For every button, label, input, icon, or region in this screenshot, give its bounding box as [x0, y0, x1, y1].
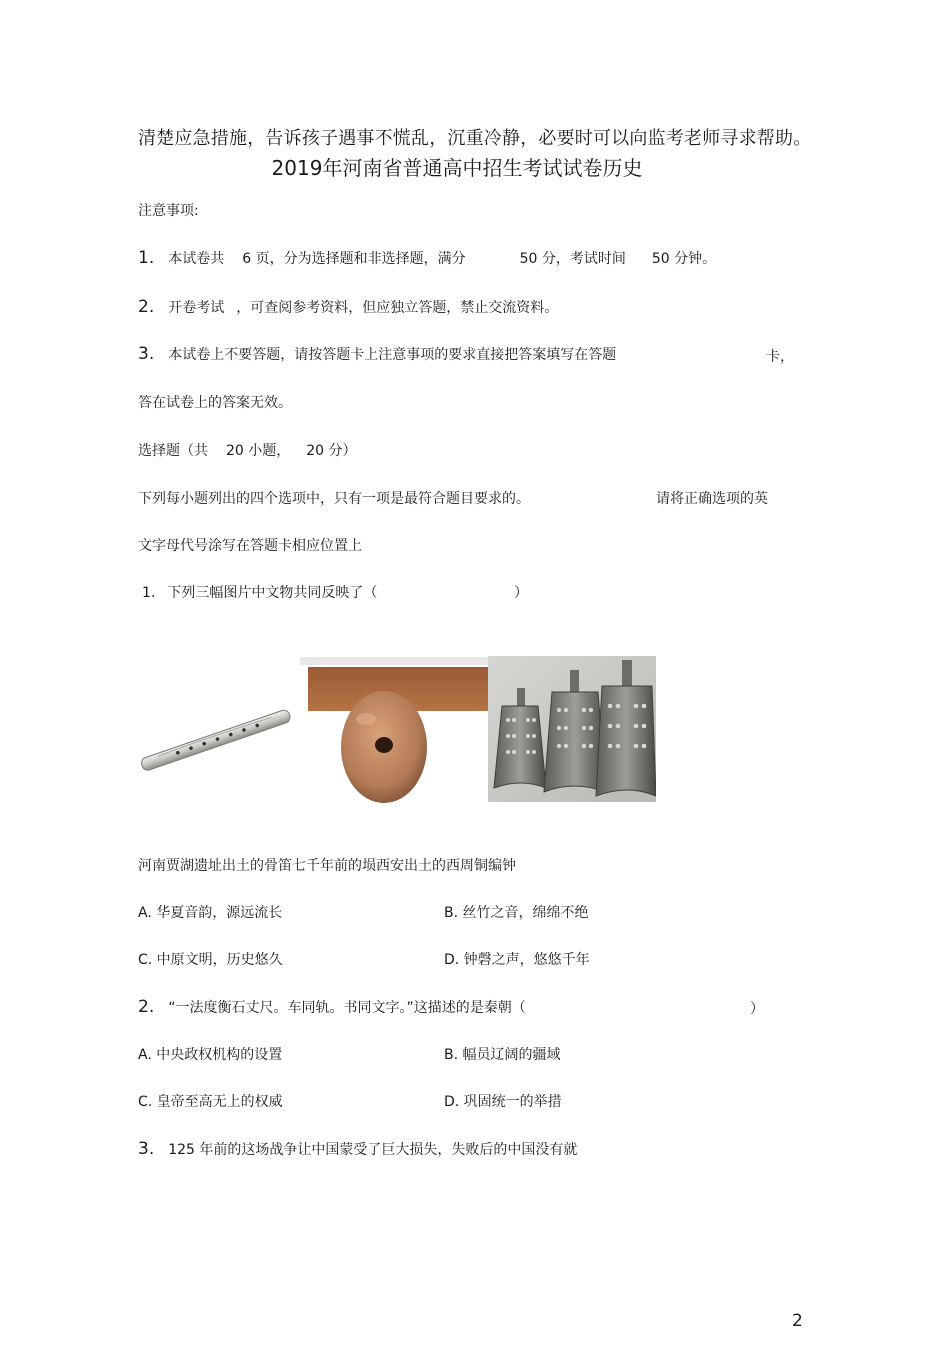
- notice-item-text: 本试卷上不要答题，请按答题卡上注意事项的要求直接把答案填写在答题: [168, 347, 617, 363]
- xun-ocarina-image: [300, 657, 488, 807]
- page-number: 2: [792, 1311, 803, 1331]
- notice-item-3: [138, 344, 616, 364]
- notice-item-text: 卡，: [766, 349, 794, 365]
- question-number: 1.: [142, 585, 156, 601]
- question-number: 3.: [138, 1139, 155, 1159]
- notice-item-number: 3.: [138, 344, 155, 364]
- notice-item-1: [138, 248, 716, 268]
- question-stem-text: 125 年前的这场战争让中国蒙受了巨大损失，失败后的中国没有就: [168, 1142, 578, 1158]
- bone-flute-image: [136, 696, 294, 786]
- question-stem-text: 下列三幅图片中文物共同反映了（: [167, 585, 378, 601]
- section-title-text: 20 小题，: [226, 443, 291, 459]
- section-title-text: 20 分）: [306, 443, 357, 459]
- notice-item-text: 开卷考试: [168, 300, 225, 316]
- question-1-option-a: A. 华夏音韵，源远流长: [138, 905, 283, 921]
- notice-item-number: 2.: [138, 297, 155, 317]
- question-2-option-b: B. 幅员辽阔的疆域: [444, 1047, 561, 1063]
- section-title-text: 选择题（共: [138, 443, 208, 459]
- figure-caption: 河南贾湖遗址出土的骨笛七千年前的埙西安出土的西周铜编钟: [138, 858, 516, 874]
- question-1-option-c: C. 中原文明，历史悠久: [138, 952, 283, 968]
- notice-item-text: 50 分钟。: [651, 251, 717, 267]
- question-2-option-c: C. 皇帝至高无上的权威: [138, 1094, 283, 1110]
- notice-item-number: 1.: [138, 248, 155, 268]
- section-instruction: 请将正确选项的英: [656, 491, 768, 507]
- question-stem-text: “一法度衡石丈尺。车同轨。书同文字。”这描述的是秦朝（: [168, 1000, 526, 1016]
- section-instruction-line2: 文字母代号涂写在答题卡相应位置上: [138, 538, 362, 554]
- question-2-stem: [138, 997, 526, 1017]
- question-number: 2.: [138, 997, 155, 1017]
- exam-title: [0, 152, 950, 181]
- notice-item-2: [138, 297, 558, 317]
- intro-text: 清楚应急措施，告诉孩子遇事不慌乱，沉重冷静，必要时可以向监考老师寻求帮助。: [138, 128, 812, 149]
- notice-item-text: 50 分，考试时间: [519, 251, 626, 267]
- question-2-close: ）: [750, 1001, 764, 1017]
- notice-item-3-continuation: 答在试卷上的答案无效。: [138, 395, 292, 411]
- section-instruction: 下列每小题列出的四个选项中，只有一项是最符合题目要求的。: [138, 491, 530, 507]
- notice-item-text: 6 页，分为选择题和非选择题，满分: [242, 251, 466, 267]
- notice-heading: 注意事项:: [138, 203, 199, 219]
- question-3-stem: [138, 1139, 577, 1159]
- notice-item-text: 本试卷共: [168, 251, 225, 267]
- exam-title-text: 2019年河南省普通高中招生考试试卷历史: [271, 156, 643, 180]
- section-title: [138, 440, 357, 460]
- question-1-close: ）: [514, 585, 528, 601]
- question-2-option-d: D. 巩固统一的举措: [444, 1094, 562, 1110]
- question-2-option-a: A. 中央政权机构的设置: [138, 1047, 283, 1063]
- notice-item-text: ，可查阅参考资料，但应独立答题，禁止交流资料。: [236, 300, 559, 316]
- question-1-option-d: D. 钟磬之声，悠悠千年: [444, 952, 590, 968]
- question-1-stem: [142, 582, 377, 602]
- bronze-bells-image: [488, 656, 656, 802]
- question-1-option-b: B. 丝竹之音，绵绵不绝: [444, 905, 589, 921]
